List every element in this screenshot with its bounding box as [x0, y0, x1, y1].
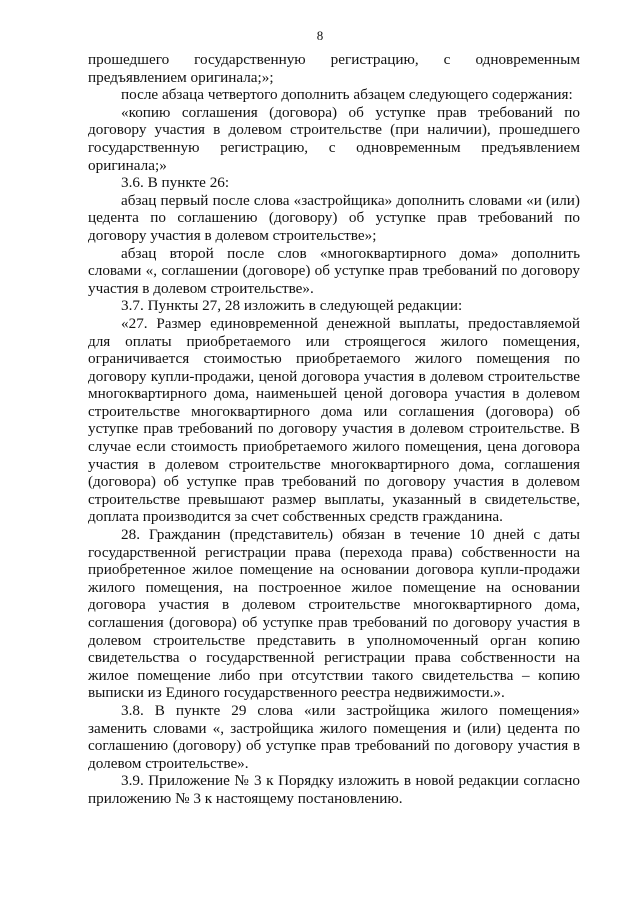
paragraph: 3.7. Пункты 27, 28 изложить в следующей редакции: [121, 297, 463, 315]
paragraph: 3.8. В пункте 29 слова «или застройщика жилого помещения» заменить словами «, застройщика жилого помещения и (или) цедента по соглашению (договору) об уступке прав требований по договору участия в долевом строительстве». [88, 701, 580, 772]
paragraph: 3.9. Приложение № 3 к Порядку изложить в новой редакции согласно приложению № 3 к настоящему постановлению. [88, 772, 580, 807]
paragraph: 3.6. В пункте 26: [121, 174, 230, 192]
paragraph: 28. Гражданин (представитель) обязан в течение 10 дней с даты государственной регистрации права (перехода права) собственности на приобретенное жилое помещение на основании договора купли-продажи жилого помещения, на построенное жилое помещение на основании договора участия в долевом строительстве многоквартирного дома, соглашения (договора) об уступке прав требований по договору участия в долевом строительстве представить в уполномоченный орган копию свидетельства о государственной регистрации права собственности на жилое помещение либо при отсутствии такого свидетельства – копию выписки из Единого государственного реестра недвижимости.». [88, 526, 580, 702]
document-body [88, 51, 580, 808]
paragraph: «копию соглашения (договора) об уступке прав требований по договору участия в долевом строительстве (при наличии), прошедшего государственную регистрацию, с одновременным предъявлением оригинала;» [88, 103, 580, 174]
paragraph: абзац второй после слов «многоквартирного дома» дополнить словами «, соглашении (договоре) об уступке прав требований по договору участия в долевом строительстве». [88, 244, 580, 297]
paragraph: после абзаца четвертого дополнить абзацем следующего содержания: [121, 86, 573, 104]
paragraph: абзац первый после слова «застройщика» дополнить словами «и (или) цедента по соглашению (договору) об уступке прав требований по договору участия в долевом строительстве»; [88, 191, 580, 244]
page-number: 8 [316, 28, 324, 43]
paragraph: прошедшего государственную регистрацию, с одновременным предъявлением оригинала;»; [88, 51, 580, 86]
paragraph: «27. Размер единовременной денежной выплаты, предоставляемой для оплаты приобретаемого или строящегося жилого помещения, ограничивается стоимостью приобретаемого жилого помещения по договору купли-продажи, ценой договора участия в долевом строительстве многоквартирного дома, наименьшей ценой договора участия в долевом строительстве многоквартирного дома или соглашения (договора) об уступке прав требований по договору участия в долевом строительстве. В случае если стоимость приобретаемого жилого помещения, цена договора участия в долевом строительстве многоквартирного дома, соглашения (договора) об уступке прав требований по договору участия в долевом строительстве превышают размер выплаты, указанный в свидетельстве, доплата производится за счет собственных средств гражданина. [88, 314, 580, 526]
